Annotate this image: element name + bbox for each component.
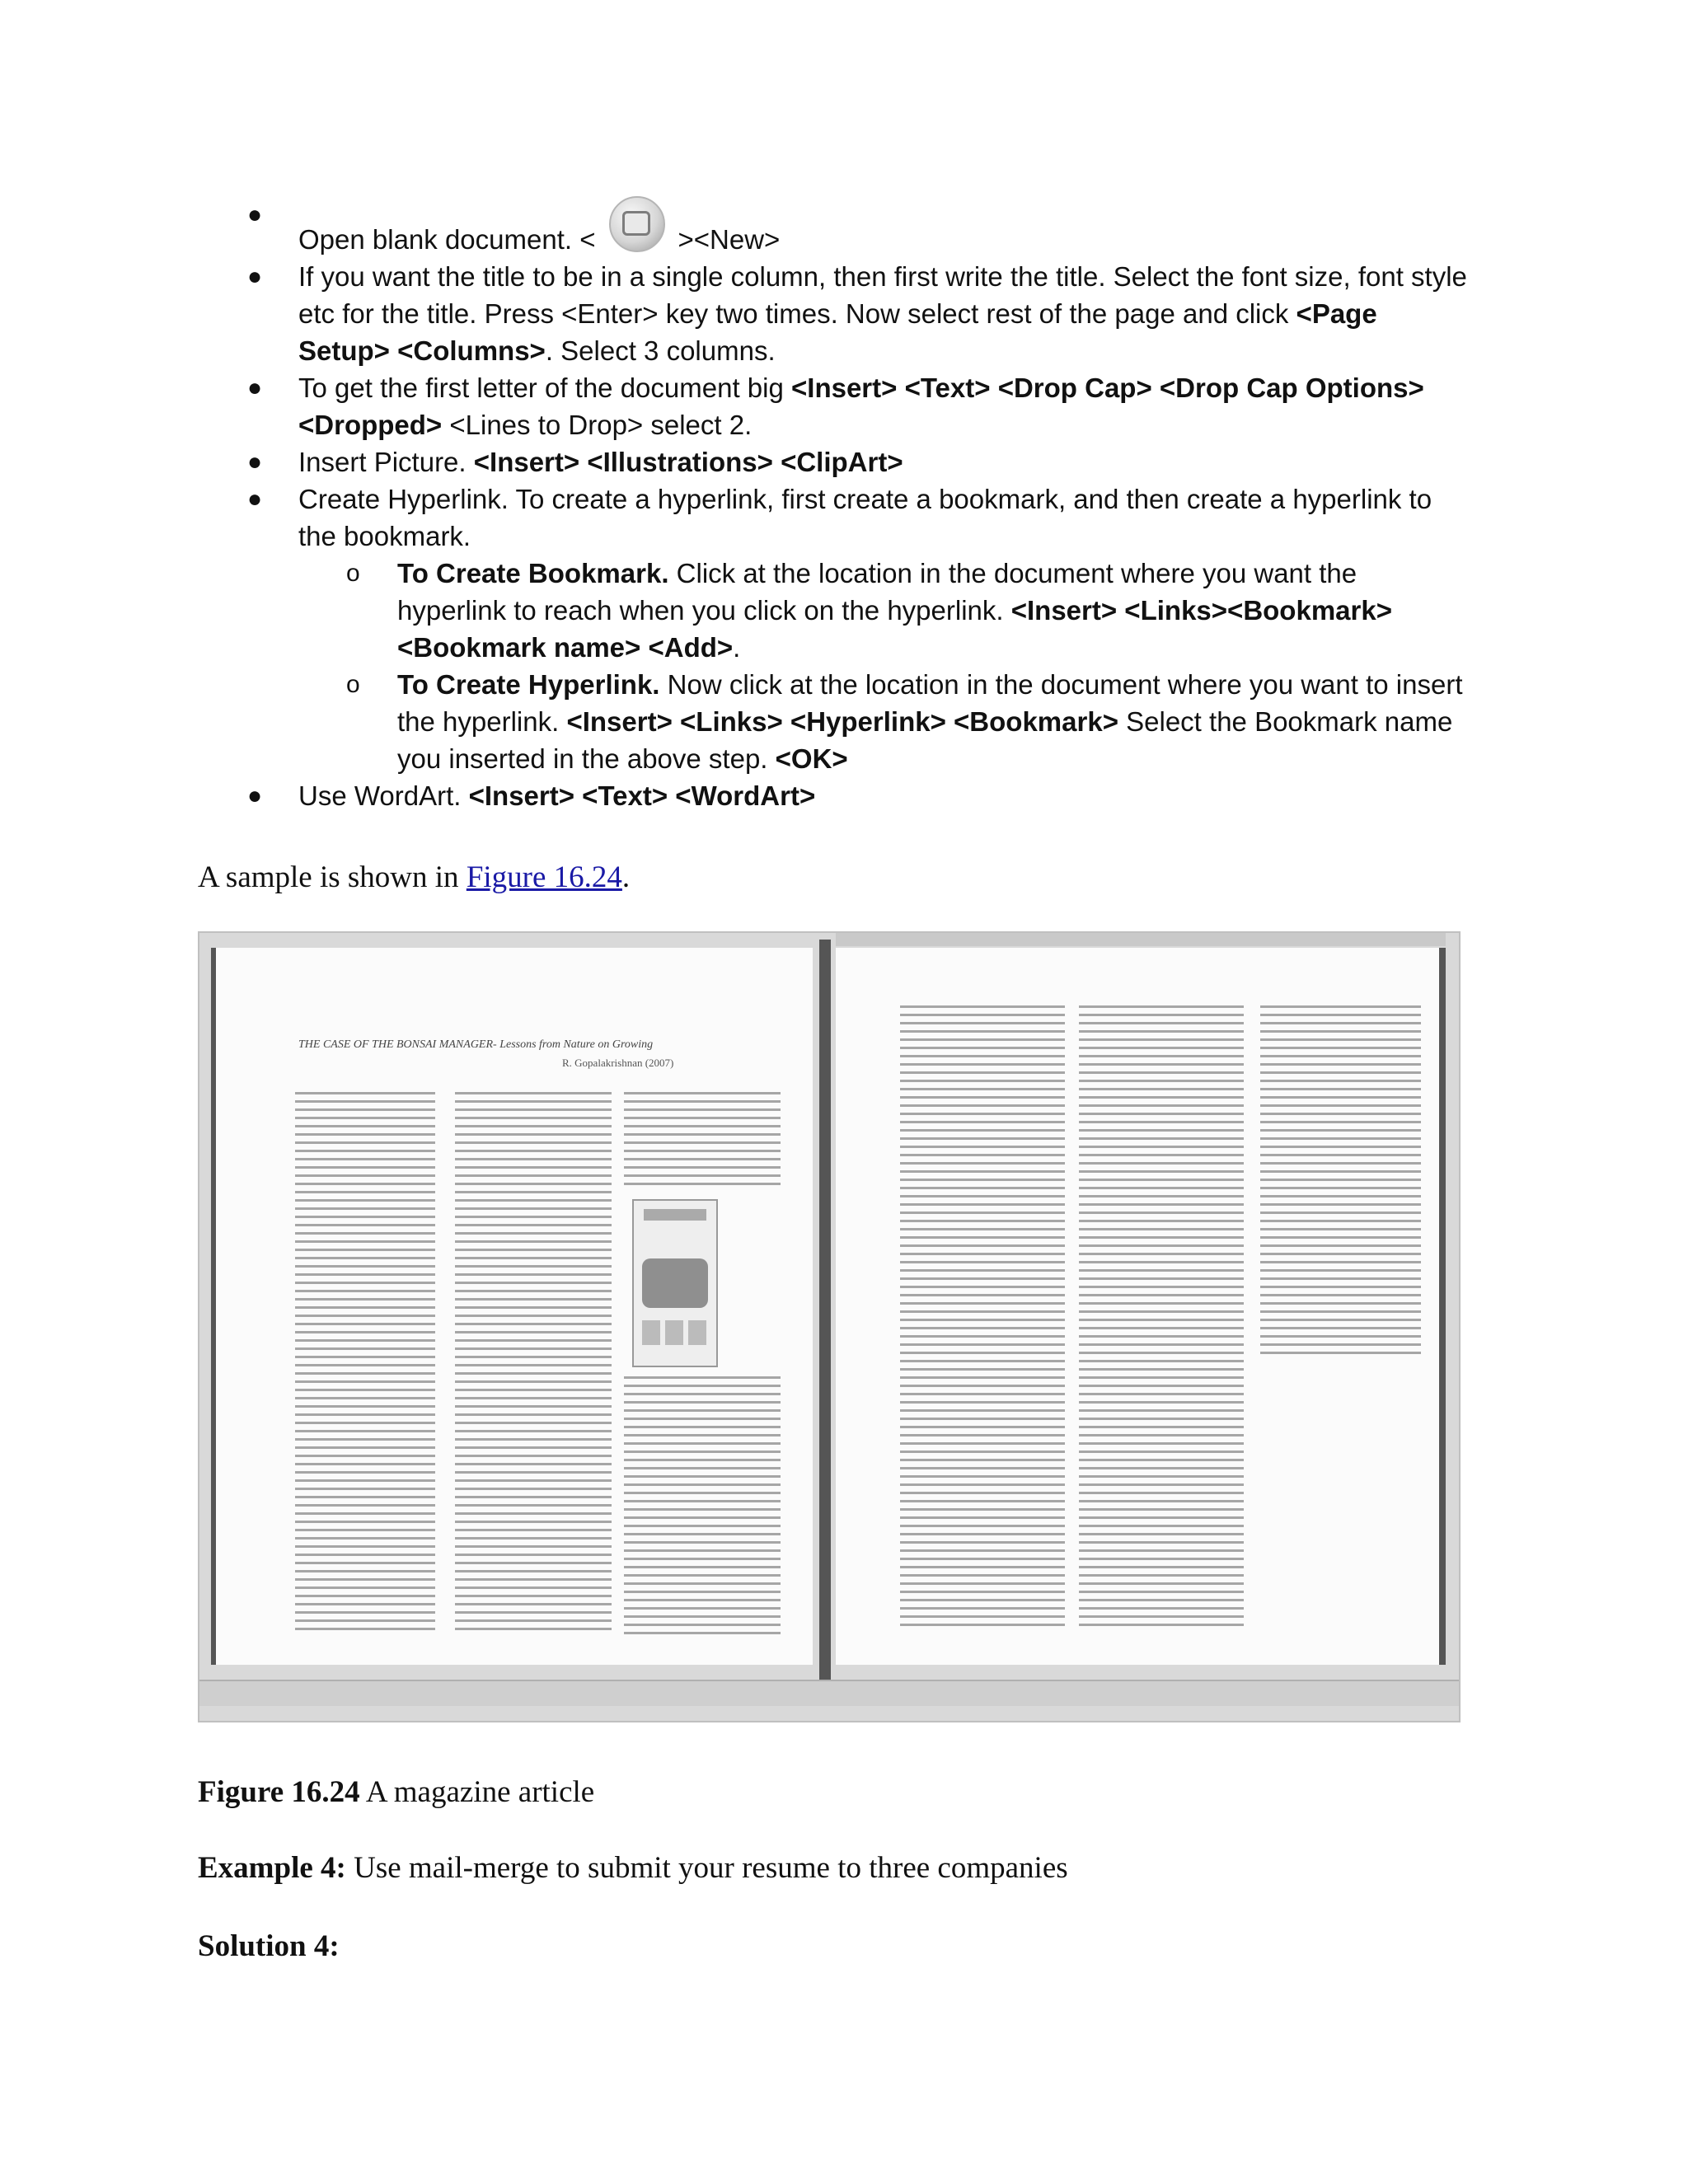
horizontal-scrollbar[interactable] xyxy=(199,1680,1461,1706)
instruction-list xyxy=(247,196,1467,814)
item-text: . xyxy=(733,632,741,663)
ruler xyxy=(836,933,1446,946)
item-command: <Insert> <Illustrations> <ClipArt> xyxy=(473,447,903,477)
item-text: Now click at the location in the document where you want to insert the hyperlink. xyxy=(397,669,1463,737)
item-command: <Insert> <Links> <Hyperlink> <Bookmark> xyxy=(566,706,1118,737)
sub-list-item xyxy=(247,666,1467,777)
item-text: To get the first letter of the document big xyxy=(298,373,791,403)
bullet-icon: ● xyxy=(247,201,263,228)
item-command: <Page Setup> <Columns> xyxy=(298,298,1377,366)
list-item xyxy=(247,258,1467,369)
figure-caption xyxy=(198,1774,594,1810)
text-column xyxy=(295,1092,435,1636)
text-column xyxy=(624,1092,781,1191)
item-heading: To Create Hyperlink. xyxy=(397,669,660,700)
page-divider xyxy=(819,940,831,1681)
item-text: Create Hyperlink. To create a hyperlink, first create a bookmark, and then create a hyperlink to the bookmark. xyxy=(298,484,1432,551)
example-text: Use mail-merge to submit your resume to three companies xyxy=(345,1851,1068,1885)
figure-right-page xyxy=(836,948,1446,1665)
text-column xyxy=(1079,1005,1244,1632)
item-command: <Insert> <Text> <WordArt> xyxy=(468,780,816,811)
example-label: Example 4: xyxy=(198,1851,346,1885)
solution-label: Solution 4: xyxy=(198,1929,340,1963)
item-text: ><New> xyxy=(678,224,781,255)
sample-paragraph xyxy=(198,860,630,895)
item-text: Select the Bookmark name you inserted in the above step. xyxy=(397,706,1453,774)
example-heading xyxy=(198,1850,1068,1886)
sample-text: A sample is shown in xyxy=(198,860,467,894)
circle-bullet-icon: o xyxy=(346,560,360,587)
item-text: Use WordArt. xyxy=(298,780,469,811)
bullet-icon: ● xyxy=(247,782,263,809)
item-text: . Select 3 columns. xyxy=(545,335,776,366)
list-item xyxy=(247,777,1467,814)
text-column xyxy=(455,1092,612,1636)
office-button-icon xyxy=(601,196,673,255)
item-text: If you want the title to be in a single column, then first write the title. Select the font size, font style etc for the title. Press <Enter> key two times. Now select rest of the page and click xyxy=(298,261,1467,329)
item-text: Insert Picture. xyxy=(298,447,474,477)
text-column xyxy=(624,1376,781,1636)
bullet-icon: ● xyxy=(247,374,263,401)
article-author: R. Gopalakrishnan (2007) xyxy=(562,1057,674,1069)
text-column xyxy=(900,1005,1065,1632)
bullet-icon: ● xyxy=(247,485,263,513)
item-text: Open blank document. < xyxy=(298,224,596,255)
sub-list-item xyxy=(247,555,1467,666)
circle-bullet-icon: o xyxy=(346,671,360,698)
item-command: <Insert> <Links><Bookmark> <Bookmark name> <Add> xyxy=(397,595,1392,663)
item-text: Click at the location in the document where you want the hyperlink to reach when you click on the hyperlink. xyxy=(397,558,1357,626)
text-column xyxy=(1260,1005,1421,1360)
list-item xyxy=(247,480,1467,555)
figure-link[interactable]: Figure 16.24 xyxy=(466,860,622,894)
clipart-image xyxy=(632,1199,718,1367)
figure-left-page xyxy=(211,948,813,1665)
list-item xyxy=(247,369,1467,443)
caption-text: A magazine article xyxy=(359,1775,595,1809)
item-heading: To Create Bookmark. xyxy=(397,558,669,588)
magazine-article-figure xyxy=(198,931,1461,1722)
article-title: THE CASE OF THE BONSAI MANAGER- Lessons from Nature on Growing xyxy=(298,1038,654,1051)
item-command: <Insert> <Text> <Drop Cap> <Drop Cap Options> <Dropped> xyxy=(298,373,1424,440)
bullet-icon: ● xyxy=(247,448,263,476)
item-text: <Lines to Drop> select 2. xyxy=(442,410,753,440)
sample-text: . xyxy=(621,860,631,894)
caption-label: Figure 16.24 xyxy=(198,1775,360,1809)
item-command: <OK> xyxy=(775,743,848,774)
solution-heading xyxy=(198,1929,340,1964)
list-item xyxy=(247,196,1467,258)
bullet-icon: ● xyxy=(247,263,263,290)
list-item xyxy=(247,443,1467,480)
